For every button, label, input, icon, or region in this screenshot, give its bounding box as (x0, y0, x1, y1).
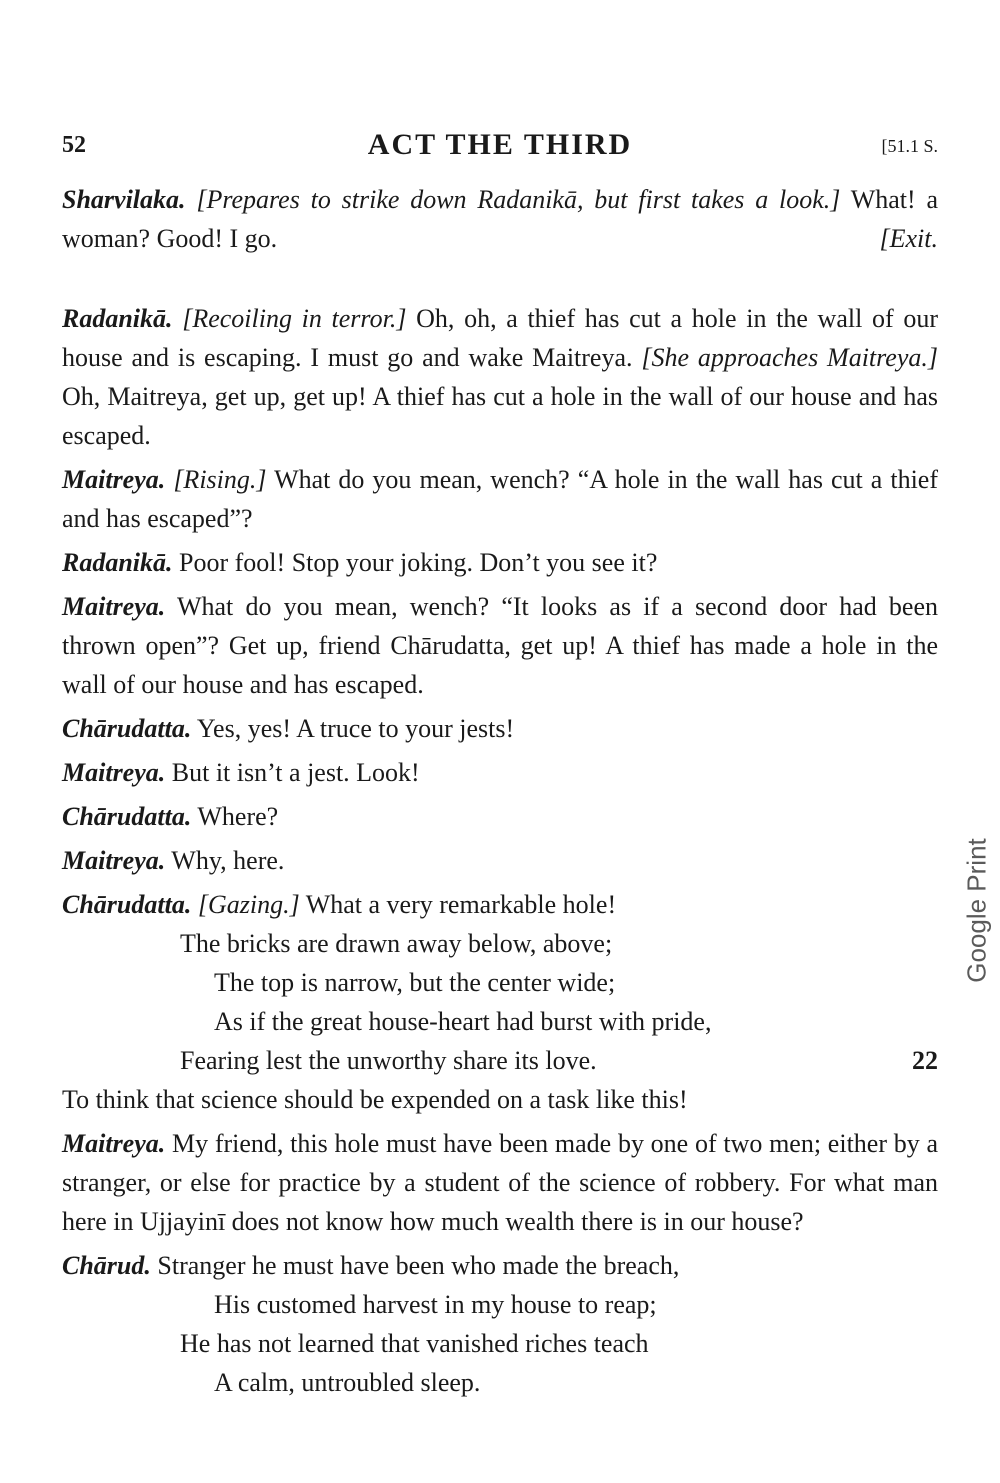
verse-line-text: Fearing lest the unworthy share its love. (180, 1046, 597, 1075)
verse-block (62, 1285, 938, 1402)
speaker-name: Chārudatta. (62, 890, 192, 919)
page-body (62, 180, 938, 1402)
verse-block (62, 924, 938, 1080)
dialogue-text: What do you mean, wench? “It looks as if a second door had been thrown open”? Get up, friend Chārudatta, get up! A thief has made a hole in the wall of our house and has escaped. (62, 592, 938, 699)
verse-line: He has not learned that vanished riches teach (180, 1329, 649, 1358)
speaker-name: Sharvilaka. (62, 185, 186, 214)
dialogue-text: But it isn’t a jest. Look! (165, 758, 420, 787)
exit-direction: [Exit. (879, 224, 938, 253)
dialogue-text: Where? (191, 802, 279, 831)
speaker-name: Radanikā. (62, 548, 173, 577)
dialogue-text: Stranger he must have been who made the breach, (150, 1251, 680, 1280)
verse-line: The top is narrow, but the center wide; (214, 968, 616, 997)
speaker-name: Maitreya. (62, 758, 166, 787)
stage-direction: [Rising.] (173, 465, 267, 494)
stage-direction: [Recoiling in terror.] (182, 304, 407, 333)
dialogue-text: What a very remarkable hole! (299, 890, 617, 919)
dialogue-text: Poor fool! Stop your joking. Don’t you see it? (172, 548, 658, 577)
watermark-text: Google Print (961, 838, 992, 983)
speaker-name: Radanikā. (62, 304, 173, 333)
watermark (952, 810, 1000, 1010)
paragraph (62, 797, 938, 836)
verse-line: A calm, untroubled sleep. (214, 1368, 481, 1397)
stage-direction: [Prepares to strike down Radanikā, but first takes a look.] (196, 185, 841, 214)
stage-direction: [She approaches Maitreya.] (641, 343, 939, 372)
speaker-name: Maitreya. (62, 465, 166, 494)
paragraph (62, 753, 938, 792)
verse-number: 22 (912, 1046, 938, 1075)
speaker-name: Maitreya. (62, 592, 166, 621)
dialogue-text: What! a woman? Good! I go. (62, 185, 938, 253)
paragraph (62, 299, 938, 455)
speaker-name: Chārudatta. (62, 714, 192, 743)
verse-line: The bricks are drawn away below, above; (180, 929, 613, 958)
verse-line (62, 1041, 938, 1080)
paragraph (62, 885, 938, 924)
dialogue-text: Oh, Maitreya, get up, get up! A thief has cut a hole in the wall of our house and has escaped. (62, 382, 938, 450)
page-title: ACT THE THIRD (367, 128, 633, 161)
dialogue-text: Yes, yes! A truce to your jests! (191, 714, 515, 743)
dialogue-text: Why, here. (165, 846, 285, 875)
paragraph (62, 543, 938, 582)
verse-line: His customed harvest in my house to reap; (214, 1290, 657, 1319)
speaker-name: Maitreya. (62, 846, 166, 875)
speaker-name: Chārudatta. (62, 802, 192, 831)
speaker-name: Maitreya. (62, 1129, 166, 1158)
verse-line: As if the great house-heart had burst with pride, (214, 1007, 712, 1036)
book-page (62, 0, 938, 1483)
paragraph (62, 180, 938, 258)
paragraph (62, 1124, 938, 1241)
paragraph (62, 709, 938, 748)
dialogue-text: To think that science should be expended on a task like this! (62, 1085, 688, 1114)
stage-direction: [Gazing.] (197, 890, 300, 919)
paragraph (62, 587, 938, 704)
dialogue-text: Oh, oh, a thief has cut a hole in the wall of our house and is escaping. I must go and wake Maitreya. (62, 304, 938, 372)
speaker-name: Chārud. (62, 1251, 151, 1280)
running-header (62, 128, 938, 164)
dialogue-text: What do you mean, wench? “A hole in the wall has cut a thief and has escaped”? (62, 465, 939, 533)
paragraph (62, 1246, 938, 1285)
paragraph (62, 841, 938, 880)
paragraph (62, 1080, 938, 1119)
paragraph (62, 460, 938, 538)
section-reference: [51.1 S. (881, 136, 938, 156)
dialogue-text: My friend, this hole must have been made by one of two men; either by a stranger, or else for practice by a student of the science of robbery. For what man here in Ujjayinī does not know how much wealth there is in our house? (62, 1129, 938, 1236)
page-number: 52 (62, 132, 86, 158)
